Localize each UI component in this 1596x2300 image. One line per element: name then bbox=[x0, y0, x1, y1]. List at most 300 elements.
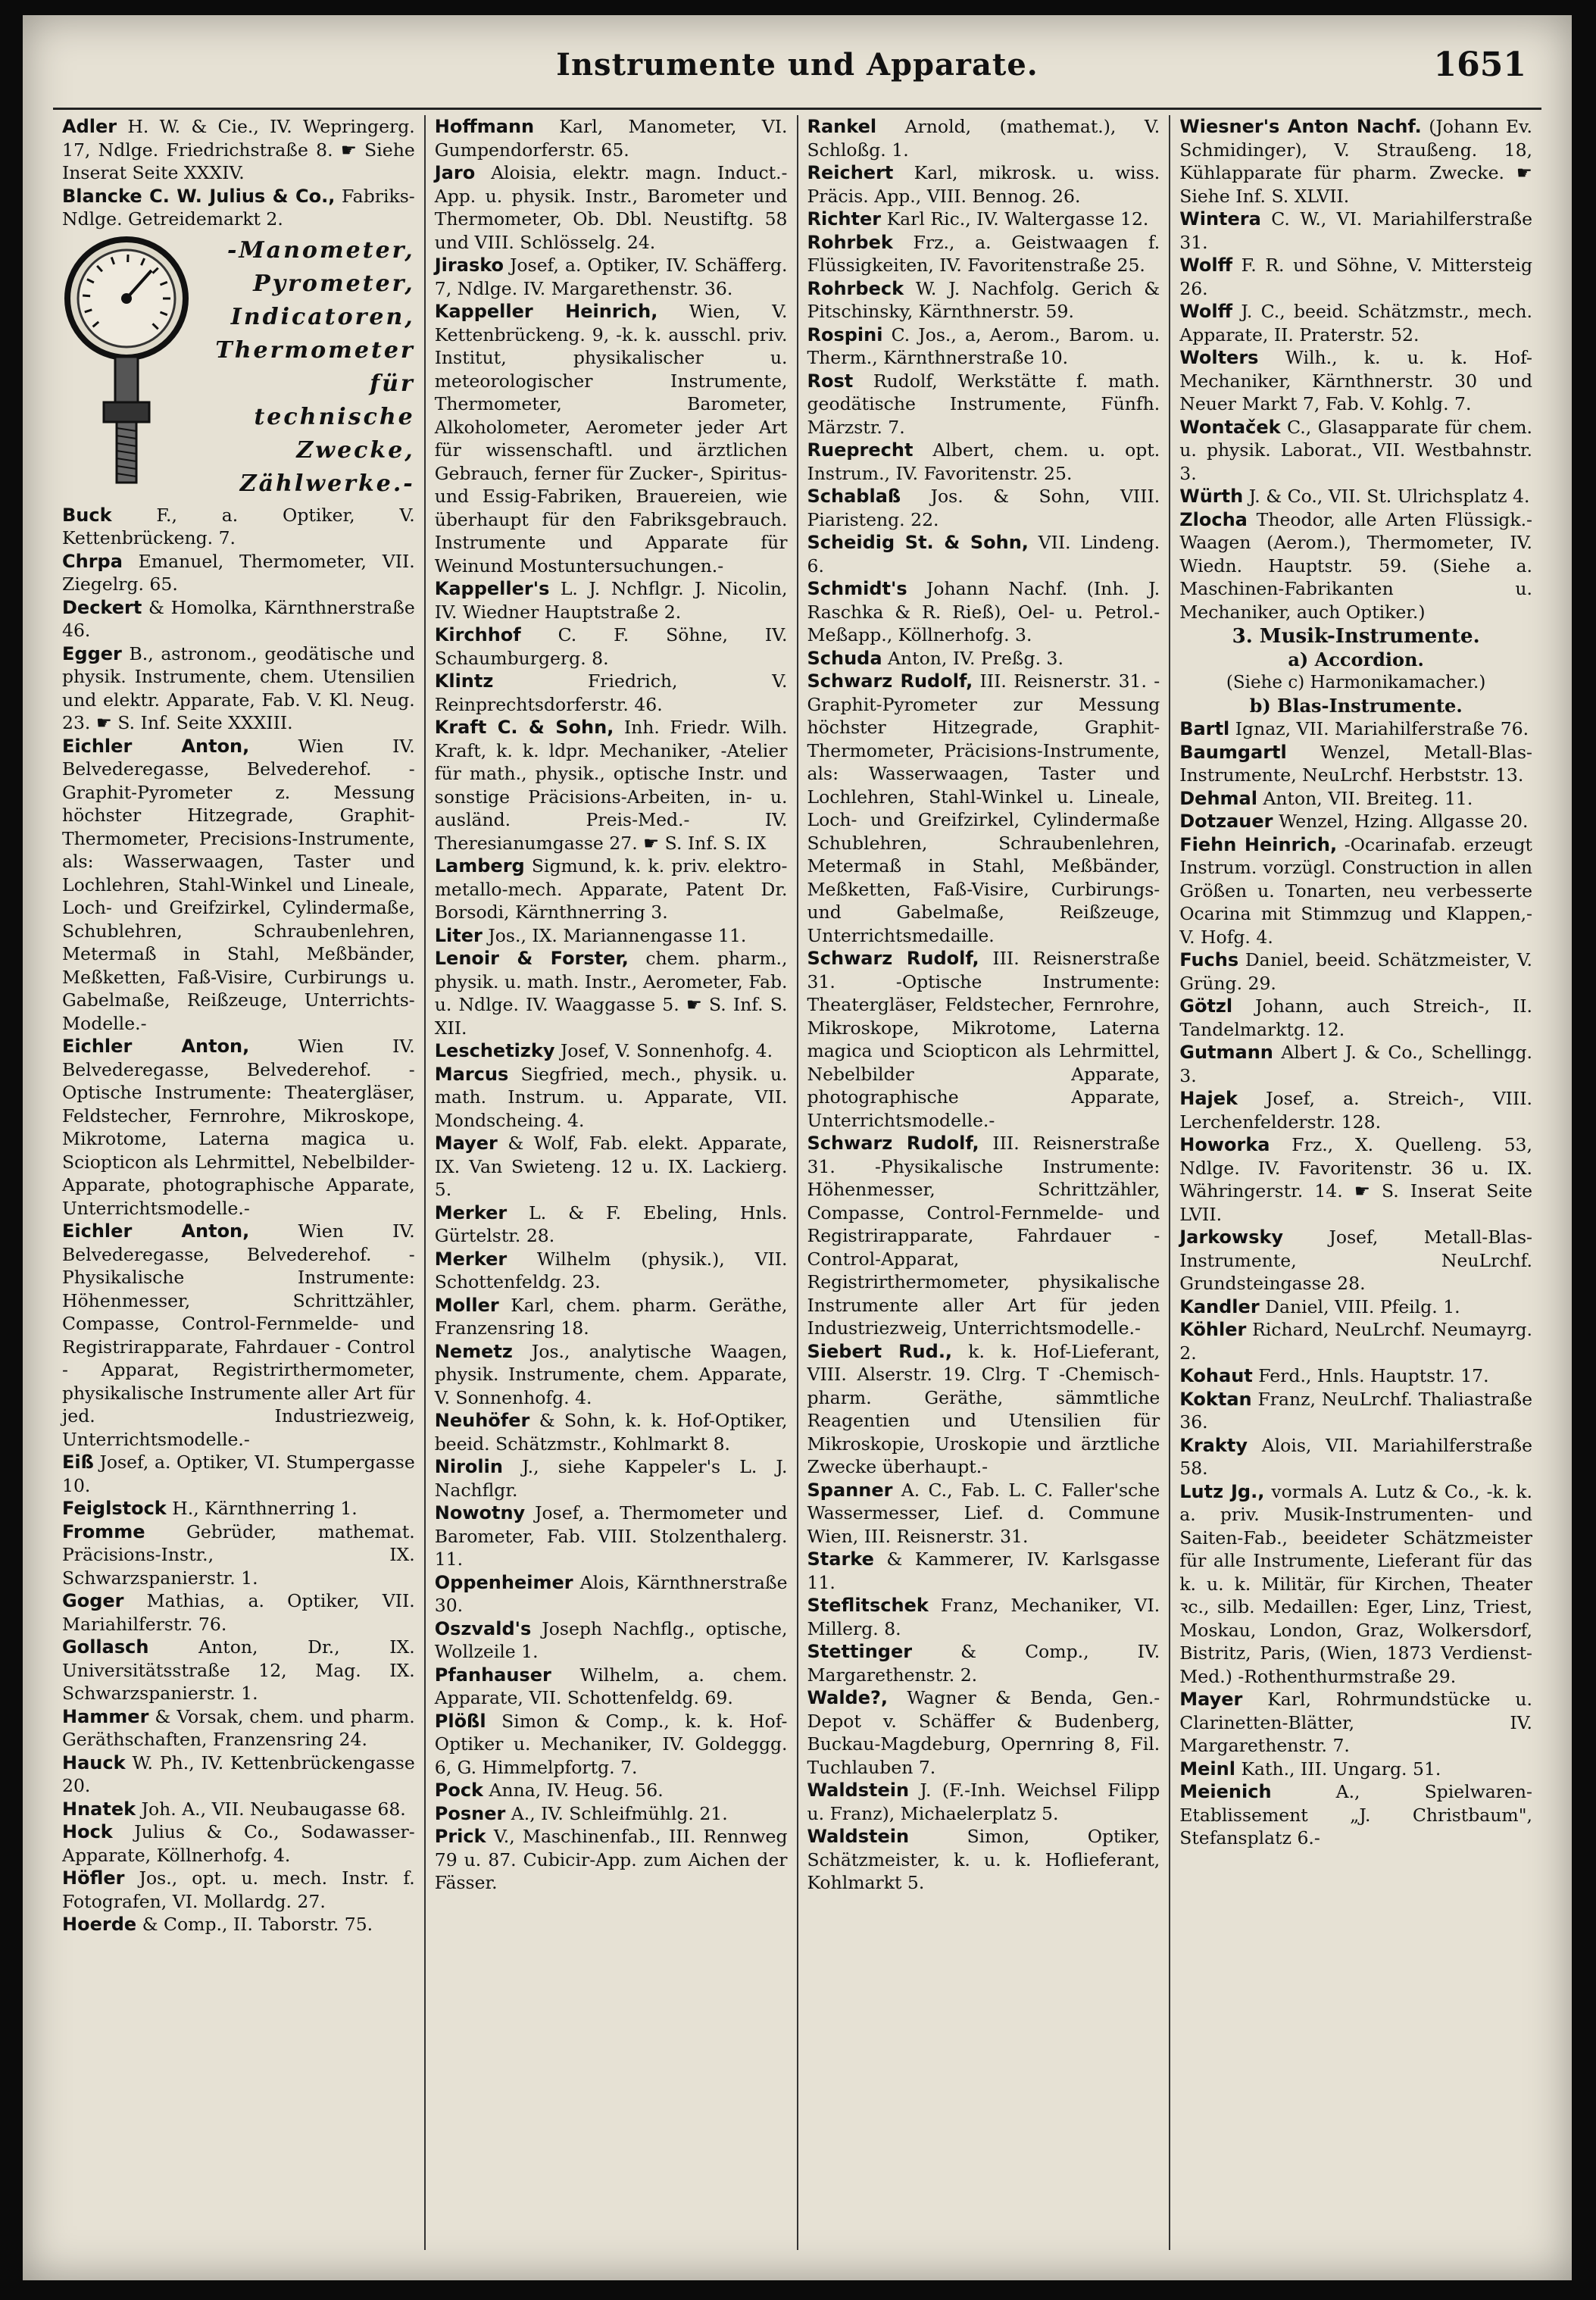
directory-entry bbox=[435, 924, 788, 948]
directory-entry bbox=[1179, 717, 1532, 741]
directory-entry bbox=[807, 1686, 1160, 1779]
entry-name: Pfanhauser bbox=[434, 1664, 551, 1686]
column-2 bbox=[424, 115, 797, 2250]
entry-name: Wolters bbox=[1179, 347, 1259, 368]
entry-text: H. W. & Cie., IV. Wepringerg. 17, Ndlge. Friedrichstraße 8. ☛ Siehe Inserat Seite XXXIV. bbox=[62, 116, 415, 183]
entry-name: Leschetizky bbox=[434, 1040, 555, 1061]
advertisement-line: -Manometer, bbox=[226, 236, 415, 264]
entry-text: Richard, NeuLrchf. Neumayrg. 2. bbox=[1179, 1319, 1532, 1364]
entry-text: Ferd., Hnls. Hauptstr. 17. bbox=[1258, 1365, 1489, 1386]
entry-name: Nemetz bbox=[434, 1340, 513, 1362]
entry-name: Schmidt's bbox=[807, 578, 907, 599]
directory-entry bbox=[62, 185, 415, 231]
entry-text: Mathias, a. Optiker, VII. Mariahilferstr. 76. bbox=[62, 1590, 415, 1635]
entry-text: k. k. Hof-Lieferant, VIII. Alserstr. 19. Clrg. T -Chemisch-pharm. Geräthe, sämmtliche Reagentien und Utensilien für Mikroskopie, Uroskopie und ärztliche Zwecke überhaupt.- bbox=[807, 1340, 1160, 1477]
directory-entry bbox=[435, 623, 788, 670]
entry-text: B., astronom., geodätische und physik. Instrumente, chem. Utensilien und elektr. Apparate, Fab. V. Kl. Neug. 23. ☛ S. Inf. Seite XXXIII. bbox=[62, 642, 415, 733]
entry-text: & Comp., IV. Margarethenstr. 2. bbox=[807, 1641, 1160, 1686]
entry-text: F. R. und Söhne, V. Mittersteig 26. bbox=[1179, 255, 1532, 299]
entry-text: Johann Nachf. (Inh. J. Raschka & R. Rieß), Oel- u. Petrol.-Meßapp., Köllnerhofg. 3. bbox=[807, 578, 1160, 645]
advertisement-line: Thermometer bbox=[215, 336, 415, 364]
entry-name: Höfler bbox=[62, 1867, 125, 1889]
entry-name: Rohrbek bbox=[807, 231, 893, 253]
directory-entry bbox=[435, 254, 788, 300]
directory-entry bbox=[435, 1571, 788, 1617]
entry-text: J. & Co., VII. St. Ulrichsplatz 4. bbox=[1248, 486, 1530, 507]
entry-name: Eichler Anton, bbox=[62, 1220, 250, 1242]
entry-name: Siebert Rud., bbox=[807, 1340, 953, 1362]
entry-name: Reichert bbox=[807, 162, 894, 183]
directory-entry bbox=[807, 485, 1160, 531]
sub-heading: a) Accordion. bbox=[1288, 648, 1424, 670]
entry-name: Spanner bbox=[807, 1479, 893, 1501]
entry-text: Wien, V. Kettenbrückeng. 9, -k. k. ausschl. priv. Institut, physikalischer u. meteorologischer Instrumente, Thermometer, Barometer, Alkoholometer, Aerometer jeder Art für wissenschaftl. und ärztlichen Gebrauch, ferner für Zucker-, Spiritus- und Essig-Fabriken, Brauereien, wie überhaupt für den Fabriksgebrauch. Instrumente und Apparate für Weinund Mostuntersuchungen.- bbox=[434, 301, 788, 577]
directory-entry bbox=[1179, 508, 1532, 624]
directory-entry bbox=[1179, 208, 1532, 254]
directory-entry bbox=[435, 1132, 788, 1202]
entry-name: Adler bbox=[62, 116, 117, 137]
advertisement-line: technische bbox=[254, 403, 415, 430]
directory-entry bbox=[62, 504, 415, 550]
directory-entry bbox=[62, 1913, 415, 1936]
entry-text: Gebrüder, mathemat. Präcisions-Instr., IX. Schwarzspanierstr. 1. bbox=[62, 1520, 415, 1589]
entry-name: Koktan bbox=[1179, 1388, 1252, 1410]
entry-name: Hammer bbox=[62, 1705, 149, 1727]
entry-text: Sigmund, k. k. priv. elektro-metallo-mech. Apparate, Patent Dr. Borsodi, Kärnthnerring 3. bbox=[434, 855, 788, 923]
entry-text: Wilh., k. u. k. Hof-Mechaniker, Kärnthnerstr. 30 und Neuer Markt 7, Fab. V. Kohlg. 7. bbox=[1179, 347, 1532, 414]
directory-entry bbox=[1179, 948, 1532, 995]
entry-name: Oppenheimer bbox=[434, 1571, 573, 1593]
entry-name: Hnatek bbox=[62, 1798, 136, 1820]
directory-entry bbox=[62, 1798, 415, 1821]
entry-name: Lamberg bbox=[434, 855, 525, 877]
entry-name: Nowotny bbox=[434, 1502, 526, 1523]
directory-entry bbox=[807, 1779, 1160, 1825]
entry-text: Josef, a. Thermometer und Barometer, Fab. VIII. Stolzenthalerg. 11. bbox=[434, 1502, 788, 1570]
entry-name: Kirchhof bbox=[434, 624, 521, 645]
directory-entry bbox=[807, 670, 1160, 947]
directory-entry bbox=[1179, 1388, 1532, 1434]
directory-entry bbox=[62, 735, 415, 1036]
entry-text: Theodor, alle Arten Flüssigk.-Waagen (Aerom.), Thermometer, IV. Wiedn. Hauptstr. 59. (Siehe a. Maschinen-Fabrikanten u. Mechaniker, auch Optiker.) bbox=[1179, 508, 1532, 623]
directory-entry bbox=[1179, 1480, 1532, 1689]
entry-name: Meinl bbox=[1179, 1758, 1235, 1780]
entry-name: Rost bbox=[807, 370, 854, 392]
entry-name: Hoerde bbox=[62, 1914, 137, 1935]
directory-entry bbox=[807, 115, 1160, 161]
sub-heading: b) Blas-Instrumente. bbox=[1249, 694, 1463, 717]
directory-entry bbox=[435, 1802, 788, 1826]
directory-entry bbox=[62, 1497, 415, 1520]
entry-name: Buck bbox=[62, 504, 112, 526]
directory-entry bbox=[1179, 485, 1532, 508]
directory-entry bbox=[62, 596, 415, 642]
entry-name: Hajek bbox=[1179, 1088, 1238, 1109]
entry-text: Karl, Rohrmundstücke u. Clarinetten-Blätter, IV. Margarethenstr. 7. bbox=[1179, 1689, 1532, 1756]
entry-name: Jarkowsky bbox=[1179, 1227, 1284, 1248]
directory-entry bbox=[435, 670, 788, 716]
entry-text: Wilhelm, a. chem. Apparate, VII. Schottenfeldg. 69. bbox=[434, 1664, 788, 1708]
entry-name: Jirasko bbox=[434, 255, 504, 276]
entry-text: C., Glasapparate für chem. u. physik. Laborat., VII. Westbahnstr. 3. bbox=[1179, 416, 1532, 484]
directory-entry bbox=[1179, 810, 1532, 833]
directory-entry bbox=[435, 1294, 788, 1340]
column-3 bbox=[797, 115, 1170, 2250]
entry-name: Mayer bbox=[1179, 1689, 1243, 1710]
entry-name: Dehmal bbox=[1179, 787, 1257, 809]
entry-text: Arnold, (mathemat.), V. Schloßg. 1. bbox=[807, 116, 1160, 161]
page-number: 1651 bbox=[1433, 45, 1526, 84]
entry-text: Simon, Optiker, Schätzmeister, k. u. k. Hoflieferant, Kohlmarkt 5. bbox=[807, 1826, 1160, 1893]
entry-name: Moller bbox=[434, 1294, 499, 1316]
entry-name: Schwarz Rudolf, bbox=[807, 948, 979, 969]
directory-entry bbox=[435, 1664, 788, 1710]
manometer-advertisement bbox=[62, 234, 415, 501]
entry-name: Wolff bbox=[1179, 301, 1233, 322]
entry-name: Lutz Jg., bbox=[1179, 1480, 1265, 1502]
entry-text: & Kammerer, IV. Karlsgasse 11. bbox=[807, 1548, 1160, 1593]
entry-name: Nirolin bbox=[434, 1456, 503, 1477]
directory-entry bbox=[435, 1455, 788, 1502]
entry-text: & Sohn, k. k. Hof-Optiker, beeid. Schätzmstr., Kohlmarkt 8. bbox=[434, 1410, 788, 1455]
entry-text: V., Maschinenfab., III. Rennweg 79 u. 87. Cubicir-App. zum Aichen der Fässer. bbox=[434, 1826, 788, 1893]
directory-entry bbox=[807, 323, 1160, 370]
entry-name: Stettinger bbox=[807, 1641, 913, 1662]
entry-text: Karl, mikrosk. u. wiss. Präcis. App., VIII. Bennog. 26. bbox=[807, 162, 1160, 207]
entry-name: Scheidig St. & Sohn, bbox=[807, 532, 1029, 553]
directory-entry bbox=[1179, 1087, 1532, 1133]
directory-entry bbox=[62, 1520, 415, 1590]
directory-entry bbox=[1179, 115, 1532, 208]
entry-text: & Homolka, Kärnthnerstraße 46. bbox=[62, 596, 415, 641]
entry-text: Wagner & Benda, Gen.-Depot v. Schäffer & Budenberg, Buckau-Magdeburg, Opernring 8, Fil. Tuchlauben 7. bbox=[807, 1687, 1160, 1778]
entry-name: Bartl bbox=[1179, 718, 1230, 739]
directory-page bbox=[23, 15, 1572, 2280]
entry-name: Zlocha bbox=[1179, 508, 1248, 530]
entry-name: Liter bbox=[434, 924, 483, 946]
entry-name: Egger bbox=[62, 642, 122, 664]
entry-name: Kappeller's bbox=[434, 578, 550, 599]
entry-name: Blancke C. W. Julius & Co., bbox=[62, 185, 336, 207]
directory-entry bbox=[807, 577, 1160, 647]
entry-text: Frz., X. Quelleng. 53, Ndlge. IV. Favoritenstr. 36 u. IX. Währingerstr. 14. ☛ S. Inserat Seite LVII. bbox=[1179, 1134, 1532, 1225]
entry-name: Prick bbox=[434, 1826, 486, 1847]
entry-name: Pock bbox=[434, 1780, 484, 1801]
directory-entry bbox=[1179, 1318, 1532, 1364]
entry-text: Karl Ric., IV. Waltergasse 12. bbox=[886, 208, 1149, 230]
entry-text: C. Jos., a, Aerom., Barom. u. Therm., Kärnthnerstraße 10. bbox=[807, 323, 1160, 368]
directory-entry bbox=[62, 1589, 415, 1636]
entry-name: Dotzauer bbox=[1179, 811, 1273, 832]
entry-text: Siegfried, mech., physik. u. math. Instrum. u. Apparate, VII. Mondscheing. 4. bbox=[434, 1063, 788, 1131]
entry-name: Würth bbox=[1179, 486, 1244, 507]
column-4 bbox=[1169, 115, 1541, 2250]
entry-name: Steflitschek bbox=[807, 1595, 929, 1616]
entry-text: Wilhelm (physik.), VII. Schottenfeldg. 23. bbox=[434, 1248, 788, 1292]
directory-entry bbox=[1179, 995, 1532, 1041]
entry-text: (Johann Ev. Schmidinger), V. Straußeng. 18, Kühlapparate für pharm. Zwecke. ☛ Siehe Inf. S. XLVII. bbox=[1179, 116, 1532, 207]
entry-text: F., a. Optiker, V. Kettenbrückeng. 7. bbox=[62, 504, 415, 548]
entry-text: Simon & Comp., k. k. Hof-Optiker u. Mechaniker, IV. Goldeggg. 6, G. Himmelpfortg. 7. bbox=[434, 1710, 788, 1778]
entry-name: Howorka bbox=[1179, 1134, 1270, 1155]
entry-text: Franz, NeuLrchf. Thaliastraße 36. bbox=[1179, 1388, 1532, 1433]
entry-text: & Comp., II. Taborstr. 75. bbox=[142, 1914, 373, 1935]
directory-entry bbox=[1179, 787, 1532, 811]
entry-name: Eiß bbox=[62, 1452, 94, 1473]
entry-name: Hauck bbox=[62, 1752, 126, 1773]
entry-text: Josef, Metall-Blas-Instrumente, NeuLrchf. Grundsteingasse 28. bbox=[1179, 1227, 1532, 1294]
entry-name: Rohrbeck bbox=[807, 277, 904, 299]
entry-text: Inh. Friedr. Wilh. Kraft, k. k. ldpr. Mechaniker, -Atelier für math., physik., optische Instr. und sonstige Präcisions-Arbeiten, in- u. ausländ. Preis-Med.- IV. Theresianumgasse 27. ☛ S. Inf. S. IX bbox=[434, 717, 788, 854]
entry-name: Hock bbox=[62, 1821, 113, 1842]
entry-text: J., siehe Kappeler's L. J. Nachflgr. bbox=[434, 1456, 788, 1501]
entry-name: Chrpa bbox=[62, 550, 123, 572]
entry-text: Jos., IX. Mariannengasse 11. bbox=[488, 924, 747, 946]
directory-entry bbox=[1179, 346, 1532, 416]
entry-name: Kandler bbox=[1179, 1295, 1260, 1317]
entry-text: Karl, chem. pharm. Geräthe, Franzensring 18. bbox=[434, 1294, 788, 1339]
entry-text: Albert J. & Co., Schellingg. 3. bbox=[1179, 1042, 1532, 1086]
header-rule bbox=[53, 108, 1541, 110]
directory-entry bbox=[1179, 1780, 1532, 1850]
directory-entry bbox=[807, 1640, 1160, 1686]
directory-entry bbox=[1179, 833, 1532, 949]
entry-text: Anna, IV. Heug. 56. bbox=[489, 1780, 664, 1801]
entry-name: Kohaut bbox=[1179, 1365, 1253, 1386]
directory-entry bbox=[435, 1063, 788, 1133]
entry-text: W. J. Nachfolg. Gerich & Pitschinsky, Kärnthnerstr. 59. bbox=[807, 277, 1160, 322]
section-heading: 3. Musik-Instrumente. bbox=[1232, 625, 1480, 648]
directory-entry bbox=[435, 300, 788, 577]
directory-entry bbox=[807, 1825, 1160, 1895]
directory-entry bbox=[1179, 1226, 1532, 1295]
directory-entry bbox=[1179, 300, 1532, 346]
entry-text: Wien IV. Belvederegasse, Belvederehof. -Physikalische Instrumente: Höhenmesser, Schrittzähler, Compasse, Control-Fernmelde- und Registrirapparate, Fahrdauer - Control - Apparat, Registrirthermometer, physikalische Instrumente aller Art für jed. Industriezweig, Unterrichtsmodelle.- bbox=[62, 1220, 415, 1450]
entry-name: Hoffmann bbox=[434, 116, 535, 137]
entry-text: J. (F.-Inh. Weichsel Filipp u. Franz), Michaelerplatz 5. bbox=[807, 1780, 1160, 1824]
entry-name: Eichler Anton, bbox=[62, 1036, 250, 1057]
entry-text: J. C., beeid. Schätzmstr., mech. Apparate, II. Praterstr. 52. bbox=[1179, 301, 1532, 345]
directory-entry bbox=[807, 1548, 1160, 1594]
entry-text: Josef, a. Optiker, IV. Schäfferg. 7, Ndlge. IV. Margarethenstr. 36. bbox=[434, 255, 788, 299]
directory-entry bbox=[807, 1479, 1160, 1548]
entry-text: W. Ph., IV. Kettenbrückengasse 20. bbox=[62, 1752, 415, 1796]
entry-name: Deckert bbox=[62, 596, 142, 618]
entry-name: Wontaček bbox=[1179, 416, 1281, 438]
advertisement-text bbox=[197, 234, 415, 501]
entry-text: Fabriks-Ndlge. Getreidemarkt 2. bbox=[62, 185, 415, 230]
directory-entry bbox=[435, 855, 788, 924]
entry-name: Klintz bbox=[434, 670, 494, 692]
entry-name: Baumgartl bbox=[1179, 741, 1287, 763]
directory-entry bbox=[435, 1202, 788, 1248]
directory-entry bbox=[435, 1617, 788, 1664]
entry-text: & Wolf, Fab. elekt. Apparate, IX. Van Swieteng. 12 u. IX. Lackierg. 5. bbox=[434, 1133, 788, 1200]
entry-text: Frz., a. Geistwaagen f. Flüssigkeiten, IV. Favoritenstraße 25. bbox=[807, 231, 1160, 276]
directory-entry bbox=[435, 1409, 788, 1455]
entry-name: Rankel bbox=[807, 116, 877, 137]
directory-entry bbox=[435, 161, 788, 254]
directory-entry bbox=[1179, 1041, 1532, 1087]
directory-entry bbox=[435, 716, 788, 855]
entry-text: Josef, a. Streich-, VIII. Lerchenfelderstr. 128. bbox=[1179, 1088, 1532, 1133]
entry-text: III. Reisnerstraße 31. -Physikalische Instrumente: Höhenmesser, Schrittzähler, Compasse, Control-Fernmelde- und Registrirapparate, Fahrdauer - Control-Apparat, Registrirthermometer, physikalische Instrumente aller Art für jeden Industriezweig, Unterrichtsmodelle.- bbox=[807, 1133, 1160, 1339]
directory-entry bbox=[435, 1825, 788, 1895]
entry-text: Jos., analytische Waagen, physik. Instrumente, chem. Apparate, V. Sonnenhofg. 4. bbox=[434, 1340, 788, 1408]
directory-entry bbox=[807, 1594, 1160, 1640]
entry-name: Wolff bbox=[1179, 255, 1233, 276]
entry-name: Eichler Anton, bbox=[62, 735, 250, 757]
advertisement-line: für bbox=[370, 370, 415, 397]
entry-text: A., IV. Schleifmühlg. 21. bbox=[511, 1802, 728, 1824]
entry-name: Schuda bbox=[807, 647, 882, 669]
entry-text: Anton, Dr., IX. Universitätsstraße 12, Mag. IX. Schwarzspanierstr. 1. bbox=[62, 1636, 415, 1704]
entry-text: L. & F. Ebeling, Hnls. Gürtelstr. 28. bbox=[434, 1202, 788, 1246]
entry-name: Lenoir & Forster, bbox=[434, 948, 629, 969]
entry-name: Fiehn Heinrich, bbox=[1179, 833, 1338, 855]
cross-reference-note: (Siehe c) Harmonikamacher.) bbox=[1226, 673, 1486, 692]
advertisement-line: Pyrometer, bbox=[253, 270, 415, 297]
entry-name: Rospini bbox=[807, 323, 883, 345]
entry-text: VII. Lindeng. 6. bbox=[807, 532, 1160, 577]
directory-entry bbox=[62, 1867, 415, 1913]
entry-name: Neuhöfer bbox=[434, 1410, 530, 1431]
entry-text: A., Spielwaren-Etablissement „J. Christbaum", Stefansplatz 6.- bbox=[1179, 1781, 1532, 1848]
entry-text: Franz, Mechaniker, VI. Millerg. 8. bbox=[807, 1595, 1160, 1639]
directory-entry bbox=[807, 161, 1160, 208]
advertisement-line: Indicatoren, bbox=[230, 303, 415, 330]
running-head: Instrumente und Apparate. bbox=[556, 47, 1038, 83]
entry-text: Daniel, VIII. Pfeilg. 1. bbox=[1265, 1295, 1460, 1317]
directory-entry bbox=[62, 1636, 415, 1705]
entry-name: Oszvald's bbox=[434, 1617, 532, 1639]
directory-entry bbox=[62, 1752, 415, 1798]
entry-name: Feiglstock bbox=[62, 1498, 167, 1519]
entry-name: Rueprecht bbox=[807, 439, 914, 461]
entry-text: Wenzel, Metall-Blas-Instrumente, NeuLrchf. Herbststr. 13. bbox=[1179, 741, 1532, 786]
entry-text: & Vorsak, chem. und pharm. Geräthschaften, Franzensring 24. bbox=[62, 1705, 415, 1750]
entry-text: Emanuel, Thermometer, VII. Ziegelrg. 65. bbox=[62, 550, 415, 595]
entry-name: Gollasch bbox=[62, 1636, 149, 1658]
entry-text: Rudolf, Werkstätte f. math. geodätische Instrumente, Fünfh. Märzstr. 7. bbox=[807, 370, 1160, 438]
entry-name: Kappeller Heinrich, bbox=[434, 301, 658, 322]
entry-text: Josef, a. Optiker, VI. Stumpergasse 10. bbox=[62, 1452, 415, 1496]
directory-entry bbox=[1179, 254, 1532, 300]
directory-entry bbox=[435, 947, 788, 1039]
entry-text: Alois, VII. Mariahilferstraße 58. bbox=[1179, 1434, 1532, 1479]
columns bbox=[53, 115, 1541, 2250]
directory-entry bbox=[435, 1710, 788, 1780]
entry-name: Goger bbox=[62, 1590, 124, 1611]
advertisement-line: Zwecke, bbox=[296, 436, 415, 464]
directory-entry bbox=[807, 277, 1160, 323]
directory-entry bbox=[1179, 1295, 1532, 1319]
entry-text: Kath., III. Ungarg. 51. bbox=[1241, 1758, 1441, 1780]
directory-entry bbox=[62, 1820, 415, 1867]
directory-entry bbox=[435, 1248, 788, 1294]
entry-name: Jaro bbox=[434, 162, 476, 183]
entry-text: -Ocarinafab. erzeugt Instrum. vorzügl. Construction in allen Größen u. Tonarten, neu verbesserte Ocarina mit Stimmzug und Klappen,- V. Hofg. 4. bbox=[1179, 833, 1532, 948]
directory-entry bbox=[1179, 1364, 1532, 1388]
advertisement-line: Zählwerke.- bbox=[239, 470, 415, 497]
entry-text: Ignaz, VII. Mariahilferstraße 76. bbox=[1235, 718, 1529, 739]
entry-text: H., Kärnthnerring 1. bbox=[172, 1498, 358, 1519]
directory-entry bbox=[1179, 1688, 1532, 1758]
entry-name: Wiesner's Anton Nachf. bbox=[1179, 116, 1422, 137]
directory-entry bbox=[1179, 1133, 1532, 1226]
entry-text: III. Reisnerstr. 31. -Graphit-Pyrometer zur Messung höchster Hitzegrade, Graphit-Thermometer, Präcisions-Instrumente, als: Wasserwaagen, Taster und Lochlehren, Stahl-Winkel u. Lineale, Loch- und Greifzirkel, Cylindermaße Schublehren, Schraubenlehren, Metermaß in Stahl, Meßbänder, Meßketten, Faß-Visire, Curbirungs- und Gabelmaße, Reißzeuge, Unterrichtsmedaille. bbox=[807, 670, 1160, 946]
directory-entry bbox=[807, 208, 1160, 231]
directory-entry bbox=[807, 370, 1160, 439]
entry-name: Walde?, bbox=[807, 1687, 889, 1708]
entry-text: C. W., VI. Mariahilferstraße 31. bbox=[1179, 208, 1532, 253]
entry-text: Wenzel, Hzing. Allgasse 20. bbox=[1278, 811, 1529, 832]
entry-name: Plößl bbox=[434, 1710, 486, 1732]
entry-text: Wien IV. Belvederegasse, Belvederehof. -Optische Instrumente: Theatergläser, Feldstecher, Fernrohre, Mikroskope, Mikrotome, Laterna magica u. Sciopticon als Lehrmittel, Nebelbilder-Apparate, photographische Apparate, Unterrichtsmodelle.- bbox=[62, 1036, 415, 1219]
entry-name: Mayer bbox=[434, 1133, 498, 1154]
directory-entry bbox=[435, 1779, 788, 1802]
entry-name: Meienich bbox=[1179, 1781, 1272, 1802]
entry-text: Daniel, beeid. Schätzmeister, V. Grüng. 29. bbox=[1179, 949, 1532, 994]
entry-text: Wien IV. Belvederegasse, Belvederehof. -Graphit-Pyrometer z. Messung höchster Hitzegrade, Graphit-Thermometer, Precisions-Instrumente, als: Wasserwaagen, Taster und Lochlehren, Stahl-Winkel und Lineale, Loch- und Greifzirkel, Cylindermaße, Schublehren, Schraubenlehren, Metermaß in Stahl, Meßbänder, Meßketten, Faß-Visire, Curbirungs u. Gabelmaße, Reißzeuge, Unterrichts-Modelle.- bbox=[62, 735, 415, 1034]
directory-entry bbox=[1179, 741, 1532, 787]
entry-text: Alois, Kärnthnerstraße 30. bbox=[434, 1571, 788, 1616]
directory-entry bbox=[62, 1451, 415, 1497]
entry-text: Jos. & Sohn, VIII. Piaristeng. 22. bbox=[807, 486, 1160, 530]
entry-name: Fuchs bbox=[1179, 949, 1239, 970]
manometer-gauge-icon bbox=[62, 234, 191, 492]
entry-text: Albert, chem. u. opt. Instrum., IV. Favoritenstr. 25. bbox=[807, 439, 1160, 484]
entry-text: chem. pharm., physik. u. math. Instr., Aerometer, Fab. u. Ndlge. IV. Waaggasse 5. ☛ S. Inf. S. XII. bbox=[434, 948, 788, 1039]
entry-name: Wintera bbox=[1179, 208, 1261, 230]
directory-entry bbox=[1179, 1434, 1532, 1480]
entry-name: Fromme bbox=[62, 1520, 145, 1542]
directory-entry bbox=[807, 647, 1160, 670]
entry-name: Schwarz Rudolf, bbox=[807, 670, 973, 692]
entry-name: Merker bbox=[434, 1248, 508, 1270]
entry-name: Posner bbox=[434, 1802, 506, 1824]
directory-entry bbox=[435, 577, 788, 623]
directory-entry bbox=[807, 531, 1160, 577]
column-1 bbox=[53, 115, 424, 2250]
entry-text: III. Reisnerstraße 31. -Optische Instrumente: Theatergläser, Feldstecher, Fernrohre, Mikroskope, Mikrotome, Laterna magica und Sciopticon als Lehrmittel, Nebelbilder Apparate, photographische Apparate, Unterrichtsmodelle.- bbox=[807, 948, 1160, 1131]
directory-entry bbox=[807, 231, 1160, 277]
directory-entry bbox=[1179, 416, 1532, 486]
entry-name: Schwarz Rudolf, bbox=[807, 1133, 979, 1154]
entry-name: Marcus bbox=[434, 1063, 509, 1085]
entry-name: Krakty bbox=[1179, 1434, 1248, 1456]
entry-name: Gutmann bbox=[1179, 1042, 1273, 1063]
entry-text: Aloisia, elektr. magn. Induct.-App. u. physik. Instr., Barometer und Thermometer, Ob. Dbl. Neustiftg. 58 und VIII. Schlösselg. 24. bbox=[434, 162, 788, 253]
directory-entry bbox=[435, 1340, 788, 1410]
directory-entry bbox=[807, 1340, 1160, 1479]
entry-text: L. J. Nchflgr. J. Nicolin, IV. Wiedner Hauptstraße 2. bbox=[434, 578, 788, 623]
entry-name: Richter bbox=[807, 208, 882, 230]
directory-entry bbox=[62, 1705, 415, 1752]
directory-entry bbox=[1179, 1758, 1532, 1781]
directory-entry bbox=[62, 1035, 415, 1220]
entry-text: Julius & Co., Sodawasser-Apparate, Köllnerhofg. 4. bbox=[62, 1821, 415, 1866]
entry-name: Starke bbox=[807, 1548, 874, 1570]
entry-name: Schablaß bbox=[807, 486, 901, 507]
directory-entry bbox=[435, 1502, 788, 1571]
entry-text: Friedrich, V. Reinprechtsdorferstr. 46. bbox=[434, 670, 788, 715]
entry-text: Johann, auch Streich-, II. Tandelmarktg. 12. bbox=[1179, 995, 1532, 1040]
directory-entry bbox=[62, 550, 415, 596]
entry-text: vormals A. Lutz & Co., -k. k. a. priv. Musik-Instrumenten- und Saiten-Fab., beeideter Schätzmeister für alle Instrumente, Lieferant für das k. u. k. Militär, für Kirchen, Theater ꝛc., silb. Medaillen: Eger, Linz, Triest, Moskau, London, Graz, Wolkersdorf, Bistritz, Paris, (Wien, 1873 Verdienst-Med.) -Rothenthurmstraße 29. bbox=[1179, 1480, 1532, 1687]
entry-name: Merker bbox=[434, 1202, 508, 1223]
entry-name: Waldstein bbox=[807, 1826, 910, 1847]
